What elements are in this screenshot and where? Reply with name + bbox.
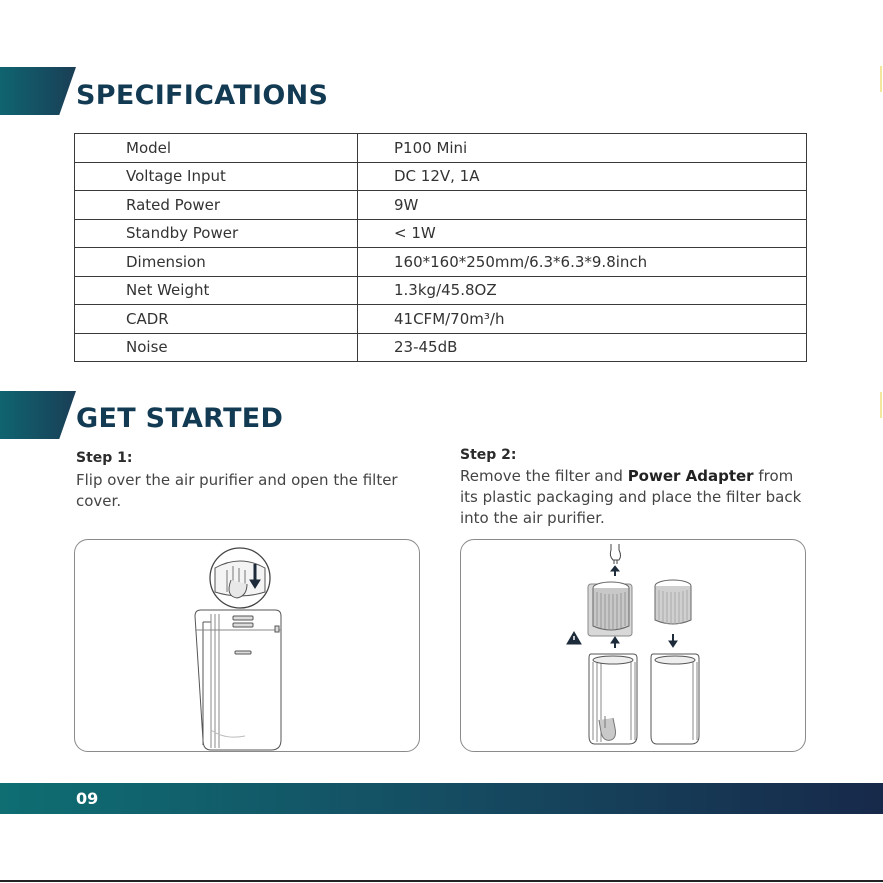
footer-bar — [0, 783, 883, 814]
spec-label: CADR — [75, 305, 358, 334]
step2-illustration-panel — [460, 539, 806, 752]
spec-value: 160*160*250mm/6.3*6.3*9.8inch — [358, 248, 807, 277]
spec-label: Voltage Input — [75, 162, 358, 191]
table-row — [75, 162, 807, 191]
table-row — [75, 219, 807, 248]
get-started-title: GET STARTED — [76, 403, 284, 434]
power-adapter-emphasis: Power Adapter — [627, 467, 754, 485]
step2-text — [460, 466, 815, 529]
spec-label: Net Weight — [75, 276, 358, 305]
step1-title: Step 1: — [76, 450, 133, 466]
table-row — [75, 333, 807, 362]
spec-value: 23-45dB — [358, 333, 807, 362]
spec-value: < 1W — [358, 219, 807, 248]
spec-value: 9W — [358, 191, 807, 220]
replace-filter-illustration — [461, 540, 806, 752]
spec-value: 41CFM/70m³/h — [358, 305, 807, 334]
specifications-table — [74, 133, 807, 362]
spec-label: Dimension — [75, 248, 358, 277]
step2-title: Step 2: — [460, 447, 517, 463]
spec-label: Standby Power — [75, 219, 358, 248]
step2-text-part: Remove the filter and — [460, 467, 628, 485]
edge-mark — [880, 392, 882, 418]
table-row — [75, 191, 807, 220]
table-row — [75, 134, 807, 163]
spec-label: Noise — [75, 333, 358, 362]
flip-purifier-illustration — [75, 540, 420, 752]
spec-value: 1.3kg/45.8OZ — [358, 276, 807, 305]
step1-text: Flip over the air purifier and open the filter cover. — [76, 471, 398, 510]
section-tab-marker — [0, 67, 76, 115]
specifications-title: SPECIFICATIONS — [76, 80, 329, 111]
spec-value: DC 12V, 1A — [358, 162, 807, 191]
table-row — [75, 305, 807, 334]
power-adapter-icon — [610, 544, 620, 560]
table-row — [75, 248, 807, 277]
edge-mark — [880, 66, 882, 92]
page-bottom-border — [0, 880, 883, 882]
section-tab-marker — [0, 391, 76, 439]
step1-illustration-panel — [74, 539, 420, 752]
spec-value: P100 Mini — [358, 134, 807, 163]
spec-label: Model — [75, 134, 358, 163]
step2-text-part: from its plastic packaging and place the filter back into the air purifier. — [460, 467, 802, 527]
spec-label: Rated Power — [75, 191, 358, 220]
table-row — [75, 276, 807, 305]
page-number: 09 — [76, 789, 99, 808]
